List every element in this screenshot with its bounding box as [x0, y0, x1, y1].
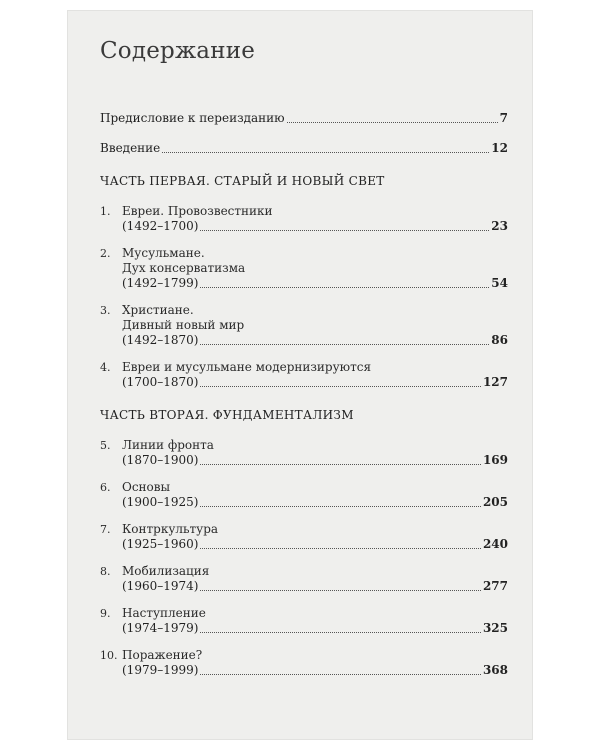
leader-dots [200, 674, 480, 675]
toc-chapter [100, 480, 508, 510]
toc-chapter [100, 648, 508, 678]
toc-chapter [100, 606, 508, 636]
chapter-years: (1492–1700) [122, 219, 199, 233]
toc-page-number: 54 [491, 276, 508, 290]
toc-front-entry [100, 111, 508, 126]
chapter-number: 10. [100, 649, 118, 662]
leader-dots [200, 230, 489, 231]
chapter-number: 2. [100, 247, 111, 260]
chapter-number: 1. [100, 205, 111, 218]
chapter-title: Линии фронта [122, 438, 214, 452]
chapter-years: (1492–1799) [122, 276, 199, 290]
toc-page-number: 7 [499, 111, 508, 125]
toc-chapter [100, 303, 508, 348]
chapter-years: (1925–1960) [122, 537, 199, 551]
chapter-title: Мусульмане. [122, 246, 205, 260]
leader-dots [200, 344, 489, 345]
leader-dots [287, 122, 498, 123]
chapter-years: (1900–1925) [122, 495, 199, 509]
toc-page-number: 12 [491, 141, 508, 155]
leader-dots [200, 386, 480, 387]
toc-front-entry [100, 141, 508, 156]
toc-chapter [100, 204, 508, 234]
chapter-years: (1492–1870) [122, 333, 199, 347]
toc-title: Содержание [100, 38, 256, 64]
chapter-title: Наступление [122, 606, 206, 620]
leader-dots [200, 632, 480, 633]
chapter-years: (1870–1900) [122, 453, 199, 467]
leader-dots [200, 506, 480, 507]
book-page [67, 10, 533, 740]
chapter-title: Основы [122, 480, 171, 494]
chapter-title: Мобилизация [122, 564, 210, 578]
chapter-title: Христиане. [122, 303, 194, 317]
toc-chapter [100, 360, 508, 390]
toc-page-number: 368 [482, 663, 508, 677]
toc-page-number: 205 [482, 495, 508, 509]
chapter-number: 6. [100, 481, 111, 494]
toc-chapter [100, 246, 508, 291]
part-title: ЧАСТЬ ВТОРАЯ. ФУНДАМЕНТАЛИЗМ [100, 408, 354, 422]
toc-content [100, 38, 508, 690]
chapter-years: (1979–1999) [122, 663, 199, 677]
toc-chapter [100, 522, 508, 552]
chapter-number: 8. [100, 565, 111, 578]
chapter-title: Дивный новый мир [122, 318, 245, 332]
toc-chapter [100, 564, 508, 594]
toc-entry-label: Введение [100, 141, 161, 155]
chapter-number: 7. [100, 523, 111, 536]
chapter-number: 4. [100, 361, 111, 374]
leader-dots [162, 152, 489, 153]
chapter-title: Поражение? [122, 648, 203, 662]
chapter-number: 3. [100, 304, 111, 317]
chapter-years: (1700–1870) [122, 375, 199, 389]
chapter-number: 5. [100, 439, 111, 452]
chapter-number: 9. [100, 607, 111, 620]
leader-dots [200, 464, 480, 465]
chapter-title: Евреи и мусульмане модернизируются [122, 360, 372, 374]
toc-page-number: 127 [482, 375, 508, 389]
part-title: ЧАСТЬ ПЕРВАЯ. СТАРЫЙ И НОВЫЙ СВЕТ [100, 174, 385, 188]
toc-entry-label: Предисловие к переизданию [100, 111, 285, 125]
toc-page-number: 169 [482, 453, 508, 467]
chapter-title: Контркультура [122, 522, 219, 536]
toc-page-number: 23 [491, 219, 508, 233]
toc-page-number: 240 [482, 537, 508, 551]
leader-dots [200, 590, 480, 591]
leader-dots [200, 287, 489, 288]
toc-chapter [100, 438, 508, 468]
chapter-years: (1960–1974) [122, 579, 199, 593]
toc-page-number: 86 [491, 333, 508, 347]
chapter-title: Евреи. Провозвестники [122, 204, 273, 218]
chapter-years: (1974–1979) [122, 621, 199, 635]
leader-dots [200, 548, 480, 549]
chapter-title: Дух консерватизма [122, 261, 246, 275]
toc-page-number: 277 [482, 579, 508, 593]
toc-page-number: 325 [482, 621, 508, 635]
